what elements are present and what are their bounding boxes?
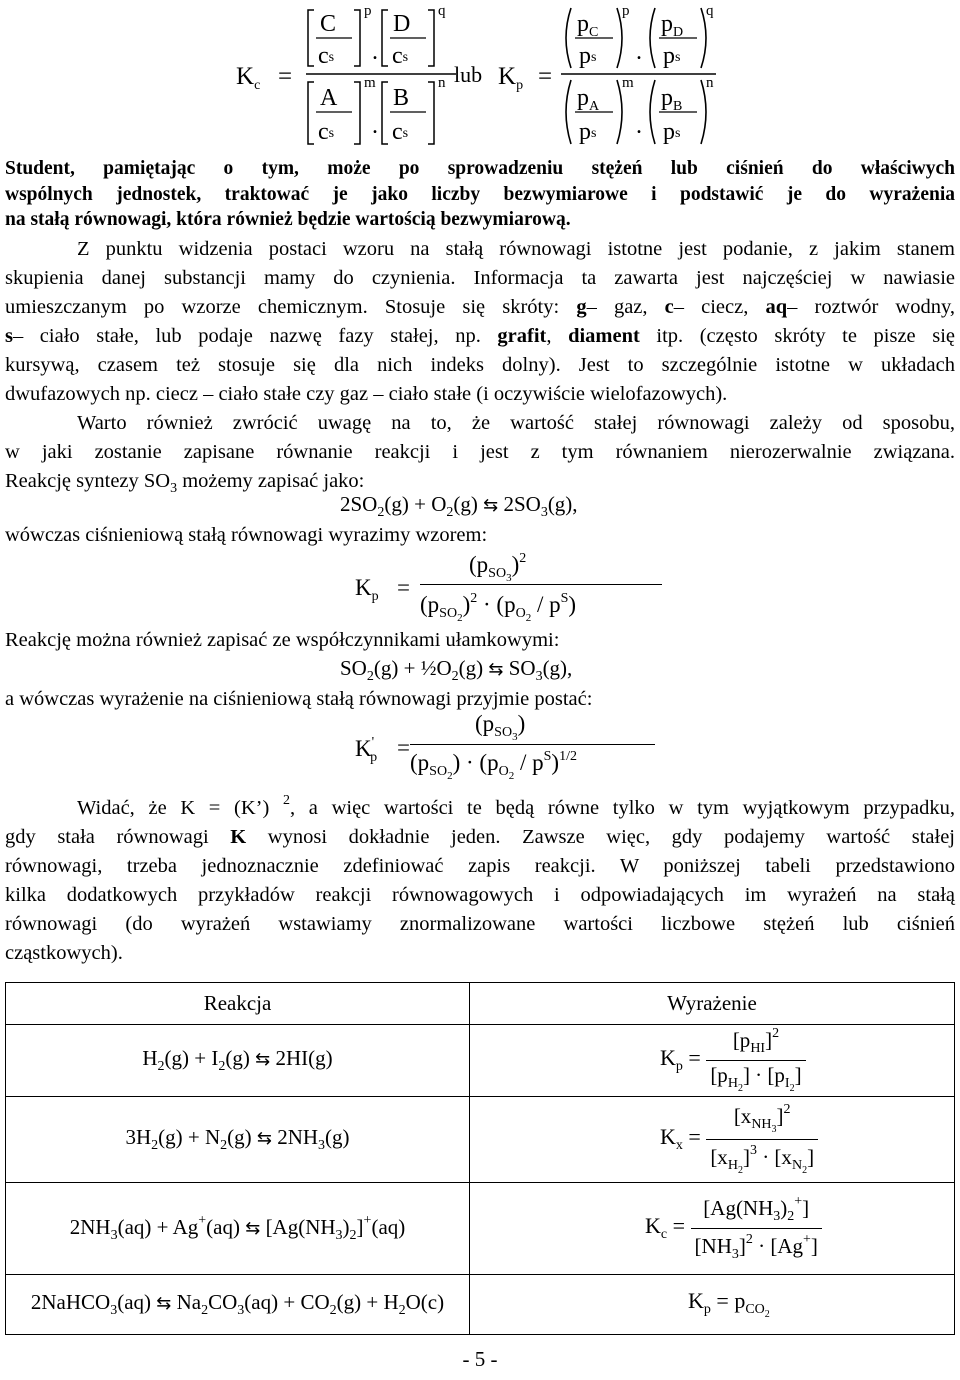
reaction-cell: 2NaHCO$_3$(aq) ⇆ $Na_2CO_3(aq) + CO_2(g) + H_2O(c)$ (6, 1275, 470, 1335)
text-line: Z punktu widzenia postaci wzoru na stałą równowagi istotne jest podanie, z jakim stanem (77, 238, 955, 260)
equals-sign: = (278, 63, 293, 90)
exp-n: n (438, 75, 446, 91)
text-line: Reakcję syntezy $SO_3$ możemy zapisać jako: (5, 470, 365, 496)
reaction-cell: $2NH_3(aq) + Ag^+(aq)$ ⇆ $[Ag(NH_3)_2]^+(aq)$ (6, 1183, 470, 1275)
cs-a: cs (318, 119, 335, 145)
ps: ps (579, 119, 597, 145)
so3-synthesis-equation: $2SO_2(g) + O_2(g)$ ⇆ $2SO_3(g)$, (340, 492, 578, 520)
text-line: dwufazowych np. ciecz – ciało stałe czy gaz – ciało stałe (i oczywiście wielofazowych). (5, 383, 728, 405)
exp-p: p (622, 3, 630, 19)
text-line: wspólnych jednostek, traktować je jako liczby bezwymiarowe i podstawić je do wyrażenia (5, 183, 955, 205)
text-line: równowagi, trzeba jednoznacznie zdefiniować zapis reakcji. W poniższej tabeli przedstawiono (5, 855, 955, 877)
species-a: A (320, 85, 338, 111)
table-row (6, 1275, 955, 1335)
text-line: s– ciało stałe, lub podaje nazwę fazy stałej, np. grafit, diament itp. (często skróty te pisze się (5, 325, 955, 347)
text-line: skupienia danej substancji mamy do czynienia. Informacja ta zawarta jest najczęściej w nawiasie (5, 267, 955, 289)
kc-symbol: $K_c$ (236, 63, 261, 93)
text-line: kilka dodatkowych przykładów reakcji równowagowych i odpowiadających im wyrażeń na stałą (5, 884, 955, 906)
ps: ps (663, 119, 681, 145)
exp-n: n (706, 75, 714, 91)
so3-fractional-equation: $SO_2(g)$ + $\frac{1}{2}O_2(g)$ ⇆ $SO_3(g)$, (340, 656, 573, 684)
text-line: kursywą, czasem też stosuje się dla nich indeks dolny). Jest to szczególnie istotne w układach (5, 354, 955, 376)
species-b: B (393, 85, 410, 111)
ps: ps (579, 43, 597, 69)
equilibrium-arrow-icon: ⇆ (255, 1049, 271, 1070)
expression-cell: $K_c$ = $\frac{[Ag(NH_3)_2^+]}{[NH_3]^2 \cdot [Ag^+]}$ (470, 1183, 955, 1275)
text-line: Widać, że K = (K’) $^2$, a więc wartości te będą równe tylko w tym wyjątkowym przypadku, (77, 793, 955, 819)
kp-symbol: $K_p$ (498, 63, 524, 93)
reaction-writing-paragraph (5, 409, 955, 503)
state-abbreviations-paragraph (5, 235, 955, 409)
text-line: cząstkowych). (5, 942, 123, 964)
text-line: Student, pamiętając o tym, może po sprowadzeniu stężeń lub ciśnień do właściwych (5, 158, 955, 179)
equilibrium-arrow-icon: ⇆ (245, 1218, 261, 1239)
equals-sign: = (538, 63, 553, 90)
equilibrium-arrow-icon: ⇆ (256, 1128, 272, 1149)
cs-d: cs (392, 43, 409, 69)
text-line: wówczas ciśnieniową stałą równowagi wyrazimy wzorem: (5, 524, 488, 546)
pd: $p_D$ (661, 11, 684, 40)
text-before-kp (5, 521, 955, 550)
word-lub: lub (454, 62, 483, 87)
pc: $p_C$ (577, 11, 599, 40)
text-line: a wówczas wyrażenie na ciśnieniową stałą równowagi przyjmie postać: (5, 688, 593, 710)
table-row (6, 1097, 955, 1183)
exp-m: m (364, 75, 376, 91)
dot: . (372, 113, 378, 139)
equilibrium-arrow-icon: ⇆ (156, 1293, 172, 1314)
reactions-table (5, 982, 955, 1335)
table-row (6, 1183, 955, 1275)
expression-cell: $K_p = p_{CO2}$ (470, 1275, 955, 1335)
text-line: gdy stała równowagi K wynosi dokładnie jeden. Zawsze więc, gdy podajemy wartość stałej (5, 826, 955, 848)
pb: $p_B$ (661, 85, 683, 114)
exp-q: q (438, 3, 446, 19)
table-header-row (6, 983, 955, 1025)
text-line: równowagi (do wyrażeń wstawiamy znormalizowane wartości liczbowe stężeń lub ciśnień (5, 913, 955, 935)
cs-c: cs (318, 43, 335, 69)
exp-q: q (706, 3, 714, 19)
page-number: - 5 - (462, 1347, 498, 1371)
reaction-cell: $H_2(g) + I_2(g)$ ⇆ 2HI(g) (6, 1025, 470, 1097)
expression-cell: $K_x$ = $\frac{[x_{NH3}]^2}{[x_{H2}]^3 \cdot [x_{N2}]}$ (470, 1097, 955, 1183)
text-line: w jaki zostanie zapisane równanie reakcji i jest z tym równaniem nierozerwalnie związana. (5, 441, 955, 463)
ps: ps (663, 43, 681, 69)
equilibrium-arrow-icon: ⇆ (483, 495, 499, 516)
dot: . (372, 39, 378, 65)
reaction-cell: $3H_2(g) + N_2(g)$ ⇆ $2NH_3(g)$ (6, 1097, 470, 1183)
text-line: na stałą równowagi, która również będzie wartością bezwymiarową. (5, 209, 571, 230)
text-line: umieszczanym po wzorze chemicznym. Stosuje się skróty: g– gaz, c– ciecz, aq– roztwór wodny, (5, 296, 955, 318)
header-expression: Wyrażenie (470, 983, 955, 1025)
table-row (6, 1025, 955, 1097)
exp-p: p (364, 3, 372, 19)
text-fractional-coefficients (5, 626, 955, 655)
species-c: C (320, 11, 337, 37)
text-before-kp-prime (5, 685, 955, 714)
dot: . (636, 113, 642, 139)
expression-cell: $K_p$ = $\frac{[p_{HI}]^2}{[p_{H2}] \cdot [p_{I2}]}$ (470, 1025, 955, 1097)
conclusion-paragraph (5, 786, 955, 968)
cs-b: cs (392, 119, 409, 145)
dot: . (636, 39, 642, 65)
header-reaction: Reakcja (6, 983, 470, 1025)
equilibrium-arrow-icon: ⇆ (488, 659, 504, 680)
exp-m: m (622, 75, 634, 91)
species-d: D (393, 11, 411, 37)
top-formula (236, 4, 956, 149)
bold-paragraph (5, 156, 955, 233)
pa: $p_A$ (577, 85, 600, 114)
text-line: Warto również zwrócić uwagę na to, że wartość stałej równowagi zależy od sposobu, (77, 412, 955, 434)
text-line: Reakcję można również zapisać ze współczynnikami ułamkowymi: (5, 629, 560, 651)
